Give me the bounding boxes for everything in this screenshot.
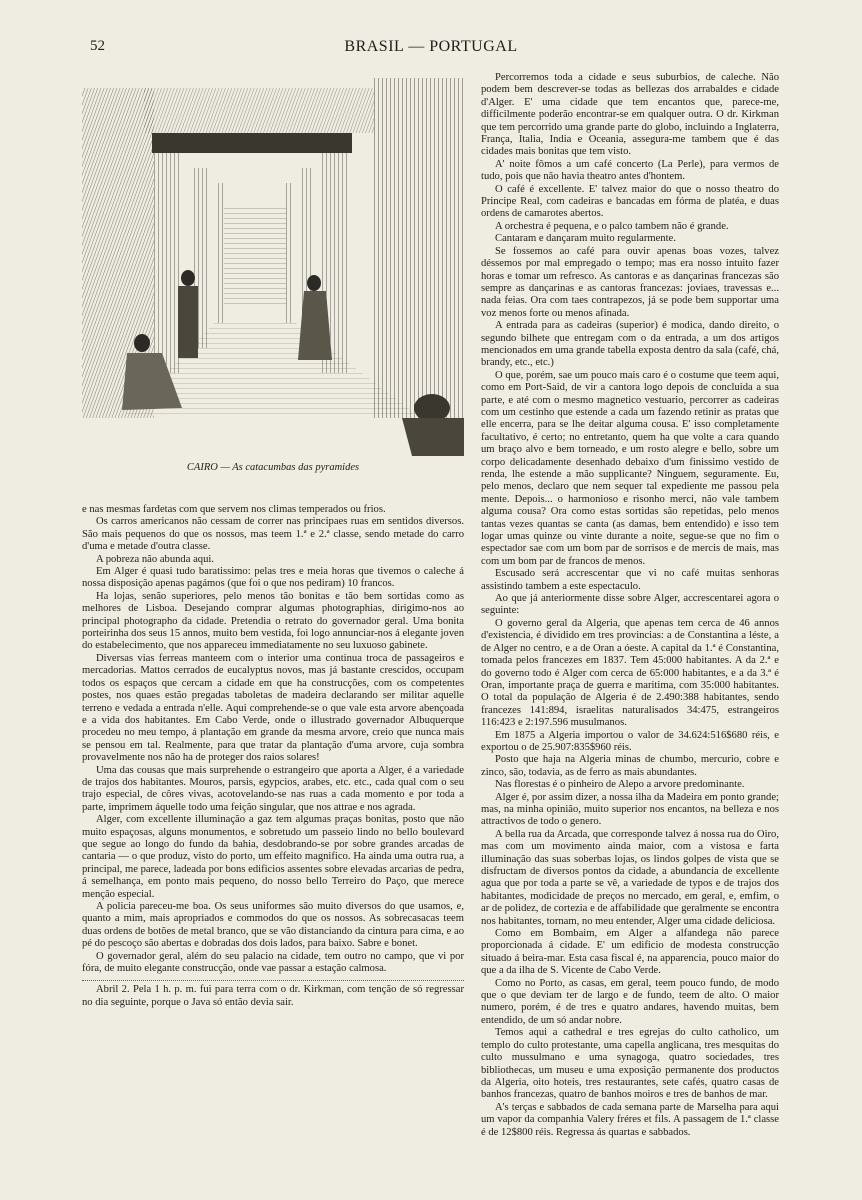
paragraph: Ha lojas, senão superiores, pelo menos tão bonitas e tão bem sortidas como as melhores de Lisboa. Desejando comprar algumas photographias, dirigimo-nos ao principal photographo da cidade. Pretendia o retrato do governador geral. Uma bonita porteirinha dos seus 15 annos, muito bem vestida, foi logo annunciar-nos á elegante joven do estabelecimento, que nos appareceu immediatamente no seu luxuoso gabinete. bbox=[82, 590, 464, 652]
running-title: BRASIL — PORTUGAL bbox=[344, 38, 518, 55]
paragraph: A bella rua da Arcada, que corresponde talvez á nossa rua do Oiro, mas com um movimento ainda maior, com a vistosa e farta illuminação das suas soberbas lojas, os lindos golpes de vista que se disfructam de diversos pontos da cidade, a abundancia de excellente agua que por toda a parte se vê, a variedade de typos e de trajos dos habitantes, modicidade de preços no mercado, em geral, e, emfim, o ar de polidez, de cortezia e de affabilidade que geralmente se encontra nos habitantes, tornam, no meu entender, Alger uma cidade deliciosa. bbox=[481, 828, 779, 927]
paragraph: e nas mesmas fardetas com que servem nos climas temperados ou frios. bbox=[82, 504, 386, 515]
paragraph: Temos aqui a cathedral e tres egrejas do culto catholico, um templo do culto protestante, uma capella anglicana, tres mesquitas do culto mussulmano e uma synagoga, quatro sociedades, tres bibliothecas, um museu e uma exposição permanente dos productos da Algeria, oito hoteis, tres restaurantes, sete cafés, quatro casas de banhos francezas, quatro de banhos moiros e tres de banhos de mar. bbox=[481, 1027, 779, 1101]
paragraph: A' noite fômos a um café concerto (La Perle), para vermos de tudo, pois que não havia theatro antes d'hontem. bbox=[481, 158, 779, 183]
paragraph: Uma das cousas que mais surprehende o estrangeiro que aporta a Alger, é a variedade de trajos dos habitantes. Mouros, parsis, egypcios, arabes, etc. etc., cada qual com o seu trajo especial, de côres vivas, acotovelando-se nas ruas a cada momento e por toda a parte, imprimem áquelle todo uma feição singular, que nos attrae e nos agrada. bbox=[82, 764, 464, 813]
diary-entry: Abril 2. Pela 1 h. p. m. fui para terra com o dr. Kirkman, com tenção de só regressar no dia seguinte, porque o Java só então devia sair. bbox=[82, 984, 464, 1008]
paragraph: Nas florestas é o pinheiro de Alepo a arvore predominante. bbox=[495, 779, 745, 791]
paragraph: Cantaram e dançaram muito regularmente. bbox=[495, 233, 676, 245]
paragraph: Alger é, por assim dizer, a nossa ilha da Madeira em ponto grande; mas, na minha opinião, muito superior nos encantos, na belleza e nos attractivos de todo o genero. bbox=[481, 791, 779, 828]
right-text-column bbox=[481, 72, 779, 1182]
paragraph: O café é excellente. E' talvez maior do que o nosso theatro do Principe Real, com cadeiras e bancadas em fórma de platéa, e duas ordens de camarotes abertos. bbox=[481, 183, 779, 220]
paragraph: Como em Bombaim, em Alger a alfandega não parece proporcionada á cidade. E' um edificio de modesta construcção situado á beira-mar. Esta casa fiscal é, na apparencia, pouco maior do que a da ilha de S. Vicente de Cabo Verde. bbox=[481, 928, 779, 977]
figure-caption: CAIRO — As catacumbas das pyramides bbox=[186, 462, 360, 473]
left-text-column bbox=[82, 504, 464, 1184]
paragraph: Escusado será accrescentar que vi no café muitas senhoras assistindo tambem a este espectaculo. bbox=[481, 568, 779, 592]
paragraph: Como no Porto, as casas, em geral, teem pouco fundo, de modo que o que deviam ter de largo e de fundo, teem de alto. O maior numero, porém, é de tres e quatro andares, havendo muitas, bem entendido, de um só andar nobre. bbox=[481, 977, 779, 1026]
paragraph: O governo geral da Algeria, que apenas tem cerca de 46 annos d'existencia, é dividido em tres provincias: a de Constantina a léste, a de Alger no centro, e a de Oran a óeste. A capital da 1.ª é Constantina, tomada pelos francezes em 1837. Tem 45:000 habitantes. A da 2.ª e do governo todo é Alger com cerca de 65:000 habitantes, e a da 3.ª é Oran, importante praça de guerra e maritima, com 35:000 habitantes. O total da população de Algeria é de 2.490:388 habitantes, sendo francezes 141:894, israelitas naturalisados 34:475, estrangeiros 116:423 e 2:197.596 musulmanos. bbox=[481, 617, 779, 729]
engraving-illustration bbox=[82, 78, 464, 456]
paragraph: A pobreza não abunda aqui. bbox=[96, 553, 214, 565]
paragraph: O que, porém, sae um pouco mais caro é o costume que teem aqui, como em Port-Said, de vir a cantora logo depois de concluida a sua parte, e até com o mesmo magnetico vestuario, percorrer as cadeiras com um cestinho que estende a cada um fazendo retinir as pratas que elle encerra, para se lhe deitar alguma cousa. E' isso completamente facultativo, é certo; no entretanto, quem ha que volte a cara quando um braço alvo e bem torneado, e um rosto alegre e bello, sobre um corpo delicadamente desenhado debaixo d'um finissimo vestido de renda, lhe estende a mão supplicante? Ninguem, seguramente. Eu, pelo menos, declaro que nem sequer tal expediente me passou pela mente. Depois... o harmonioso e risonho merci, não vale tambem alguma cousa? Ora como estas sortidas são repetidas, pelo menos tantas vezes quantas se canta (as damas, bem entendido) e isso tem logar umas quinze ou vinte durante a noite, segue-se que no fim o espectador sae com um bom par de sorrisos e de mercis de mais, mas com um bom par de francos de menos. bbox=[481, 369, 779, 567]
paragraph: Percorremos toda a cidade e seus suburbios, de caleche. Não podem bem descrever-se todas as bellezas dos arrabaldes e cidade d'Alger. E' uma cidade que tem encantos que, parece-me, difficilmente poderão encontrar-se em qualquer outra. O dr. Kirkman que tem percorrido uma grande parte do globo, incluindo a Inglaterra, França, Italia, India e Oceania, assegura-me tambem que é das cidades mais bonitas que tem visto. bbox=[481, 72, 779, 158]
paragraph: A policia pareceu-me boa. Os seus uniformes são muito diversos do que usamos, e, quanto a mim, mais apropriados e commodos do que os nossos. As sobrecasacas teem duas ordens de botões de metal branco, que se vão distanciando da cintura para cima, e ao pé do pescoço são abertas e dobradas dos dois lados, para baixo. Sabre e bonet. bbox=[82, 901, 464, 950]
paragraph: A's terças e sabbados de cada semana parte de Marselha para aqui um vapor da companhia Valery fréres et fils. A passagem de 1.ª classe é de 12$800 réis. Regressa ás quartas e sabbados. bbox=[481, 1101, 779, 1138]
page-number: 52 bbox=[90, 38, 105, 54]
paragraph: Em 1875 a Algeria importou o valor de 34.624:516$680 réis, e exportou o de 25.907:835$960 réis. bbox=[481, 729, 779, 753]
catacomb-engraving bbox=[82, 78, 464, 456]
paragraph: Os carros americanos não cessam de correr nas principaes ruas em sentidos diversos. São mais pequenos do que os nossos, mas teem 1.ª e 2.ª classe, sendo metade do carro d'uma e metade d'outra classe. bbox=[82, 516, 464, 553]
paragraph: Se fossemos ao café para ouvir apenas boas vozes, talvez déssemos por mal empregado o tempo; mas era nosso intuito fazer horas e tomar um refresco. As cantoras e as dançarinas francezas são sempre as dançarinas e as cantoras francezas: joviaes, travessas e... nada feias. Ora com taes contrapezos, já se pode bem supportar uma voz menos forte ou menos afinada. bbox=[481, 245, 779, 319]
paragraph: Posto que haja na Algeria minas de chumbo, mercurio, cobre e zinco, são, todavia, as de ferro as mais abundantes. bbox=[481, 754, 779, 778]
paragraph: O governador geral, além do seu palacio na cidade, tem outro no campo, que vi por fóra, de muito elegante construcção, onde vae passar a estação calmosa. bbox=[82, 950, 464, 975]
dotted-separator bbox=[82, 980, 464, 981]
paragraph: Em Alger é quasi tudo baratissimo: pelas tres e meia horas que tivemos o caleche á nossa disposição apenas pagámos (que foi o que nos pediram) 10 francos. bbox=[82, 566, 464, 590]
paragraph: Alger, com excellente illuminação a gaz tem algumas praças bonitas, posto que não muito espaçosas, alguns monumentos, e sobretudo um passeio lindo no bello boulevard que segue ao longo do fundo da bahia, desdobrando-se por sobre grandes arcadas de cantaria — o que produz, visto do porto, um effeito magnifico. Ha ainda uma outra rua, a principal, me parece, ladeada por bons edificios assentes sobre elevadas arcarias de pedra, á semelhança, em ponto mais pequeno, do nosso bello Terreiro do Paço, que merece menção especial. bbox=[82, 814, 464, 900]
paragraph: Diversas vias ferreas manteem com o interior uma continua troca de passageiros e mercadorias. Mattos cerrados de eucalyptus novos, mas já bastante crescidos, occupam todos os espaços que cercam a cidade em que ha construcções, com os competentes postes, nos quaes estão pregadas taboletas de madeira declarando ser militar aquelle terreno e vedada a entrada n'elle. Aqui comprehende-se o que vale esta arvore abençoada e a vida dos habitantes. Em Cabo Verde, onde o illustrado governador Albuquerque procedeu no meu tempo, á plantação em grande da mesma arvore, creio que nunca mais se pensou em tal. Realmente, para que tratar da plantação d'uma arvore, cuja sombra provavelmente nos não ha de proteger dos raios solares! bbox=[82, 652, 464, 764]
paragraph: Ao que já anteriormente disse sobre Alger, accrescentarei agora o seguinte: bbox=[481, 593, 779, 617]
paragraph: A entrada para as cadeiras (superior) é modica, dando direito, o segundo bilhete que entregam com o da entrada, a um dos artigos mencionados em uma grande tabella exposta dentro da sala (café, chá, brandy, etc., etc.) bbox=[481, 320, 779, 369]
paragraph: A orchestra é pequena, e o palco tambem não é grande. bbox=[495, 220, 729, 232]
